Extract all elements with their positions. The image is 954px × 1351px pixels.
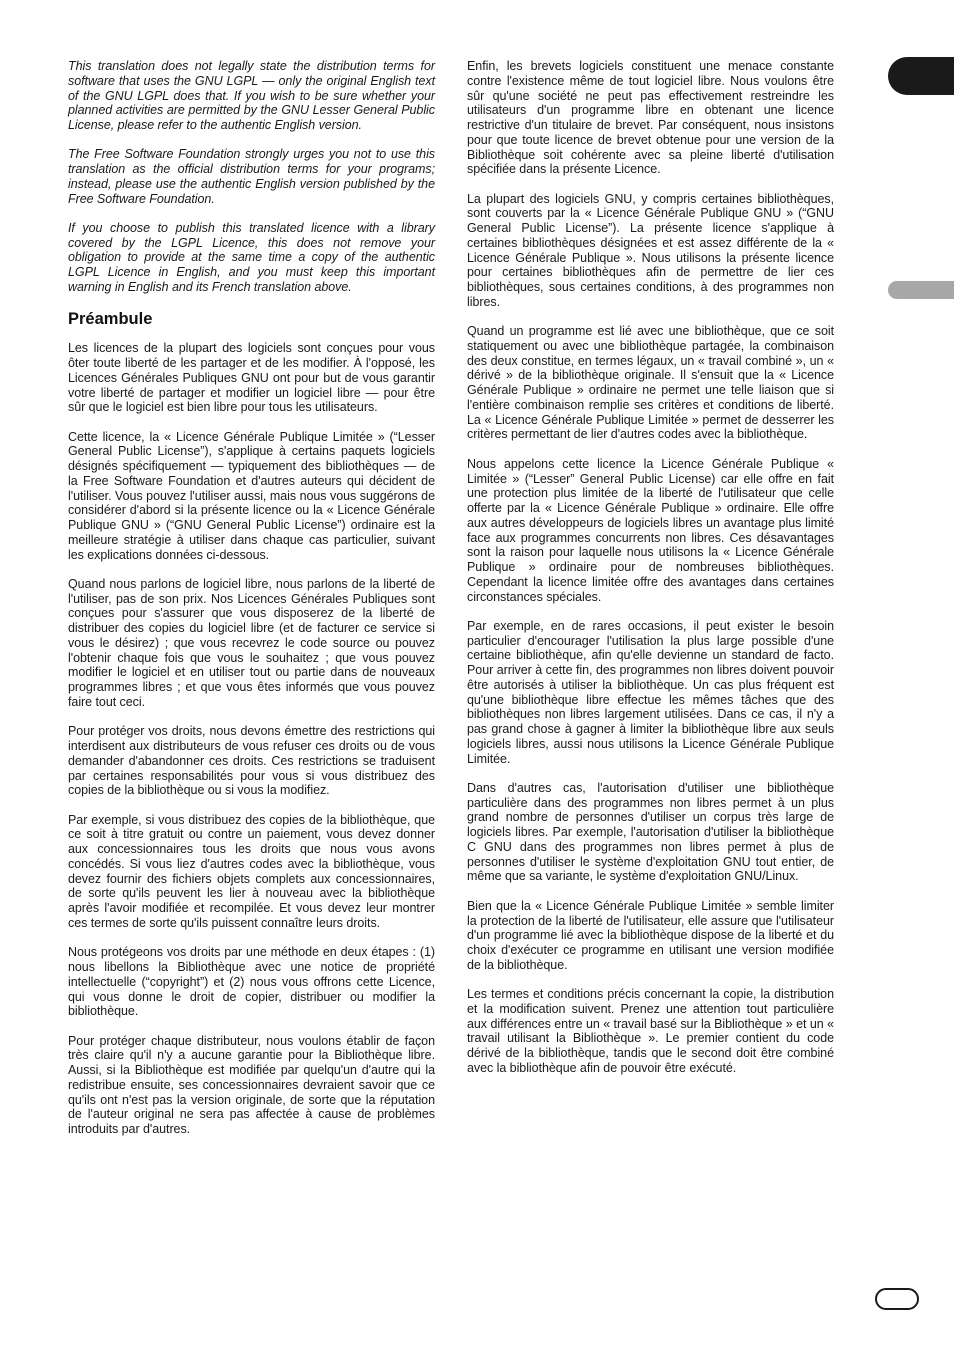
paragraph: Pour protéger chaque distributeur, nous voulons établir de façon très claire qu'il n'y a aucune garantie pour la Bibliothèque libre. Aussi, si la Bibliothèque est modifiée par quelqu'un d'autre qui la redistribue ensuite, ses concessionnaires devraient savoir que ce qu'ils ont n'est pas la version originale, de sorte que la réputation de l'auteur original ne sera pas affectée à cause de problèmes introduits par d'autres.: [68, 1033, 435, 1137]
section-heading: Préambule: [68, 310, 153, 329]
paragraph: Les licences de la plupart des logiciels sont conçues pour vous ôter toute liberté de les partager et de les modifier. À l'opposé, les Licences Générales Publiques GNU ont pour but de vous garantir votre liberté de partager et modifier un logiciel libre — pour être sûr que le logiciel est bien libre pour tous les utilisateurs.: [68, 341, 435, 415]
paragraph: Nous appelons cette licence la Licence Générale Publique « Limitée » (“Lesser” General Public License) car elle offre en fait une protection plus limitée de la liberté de l'utilisateur que celle offerte par la « Licence Générale Publique » ordinaire. Elle offre aux autres développeurs de logiciels libres un avantage plus limité face aux programmes concurrents non libres. Ces désavantages sont la raison pour laquelle nous utilisons la « Licence Générale Publique » ordinaire pour de nombreuses bibliothèques. Cependant la licence limitée offre des avantages dans certaines circonstances spéciales.: [467, 456, 834, 604]
paragraph: Enfin, les brevets logiciels constituent une menace constante contre l'existence même de tout logiciel libre. Nous voulons être sûr qu'une société ne peut pas effectivement restreindre les utilisateurs d'un programme libre en obtenant une licence restrictive d'un titulaire de brevet. Par conséquent, nous insistons pour que toute licence de brevet obtenue pour une version de la Bibliothèque soit cohérente avec sa pleine liberté d'utilisation spécifiée dans la présente Licence.: [467, 59, 834, 177]
english-notice-3: If you choose to publish this translated licence with a library covered by the LGPL Licence, this does not remove your obligation to provide at the same time a copy of the authentic LGPL Licence in English, and you must keep this important warning in English and its French translation above.: [68, 220, 435, 294]
section-tab-marker: [888, 57, 954, 95]
english-notice-2: The Free Software Foundation strongly urges you not to use this translation as the official distribution terms for your programs; instead, please use the authentic English version published by the Free Software Foundation.: [68, 147, 435, 206]
english-notice-1: This translation does not legally state the distribution terms for software that uses the GNU LGPL — only the original English text of the GNU LGPL does that. If you wish to be sure whether your planned activities are permitted by the GNU Lesser General Public License, please refer to the authentic English version.: [68, 59, 435, 132]
paragraph: Cette licence, la « Licence Générale Publique Limitée » (“Lesser General Public License”), s'applique à certains paquets logiciels désignés spécifiquement — typiquement des bibliothèques — de la Free Software Foundation et d'autres auteurs qui décident de l'utiliser. Vous pouvez l'utiliser aussi, mais nous vous suggérons de considérer d'abord si la présente licence ou la « Licence Générale Publique GNU » (“GNU General Public License”) ordinaire est la meilleure stratégie à utiliser dans chaque cas particulier, suivant les explications données ci-dessous.: [68, 429, 435, 562]
page-number-oval: [875, 1288, 919, 1310]
paragraph: Dans d'autres cas, l'autorisation d'utiliser une bibliothèque particulière dans des programmes non libres permet à un plus grand nombre de personnes d'utiliser un corpus très large de logiciels libres. Par exemple, l'autorisation d'utiliser la bibliothèque C GNU dans des programmes non libres permet à plus de personnes d'utiliser le système d'exploitation GNU tout entier, de même que sa variante, le système d'exploitation GNU/Linux.: [467, 780, 834, 884]
left-column: [68, 59, 435, 1151]
paragraph: Quand nous parlons de logiciel libre, nous parlons de la liberté de l'utiliser, pas de son prix. Nos Licences Générales Publiques sont conçues pour s'assurer que vous disposerez de la liberté de distribuer des copies du logiciel libre (et de facturer ce service si vous le désirez) ; que vous recevrez le code source ou pouvez l'obtenir chaque fois que vous le souhaitez ; que vous pouvez modifier le logiciel et en utiliser tout ou partie dans de nouveaux programmes libres ; et que vous êtes informés que vous pouvez faire tout ceci.: [68, 576, 435, 709]
paragraph: Par exemple, si vous distribuez des copies de la bibliothèque, que ce soit à titre gratuit ou contre un paiement, vous devez donner aux concessionnaires tous les droits que nous vous avons concédés. Si vous liez d'autres codes avec la bibliothèque, vous devez fournir des fichiers objets complets aux concessionnaires, de sorte qu'ils peuvent les lier à nouveau avec la bibliothèque après l'avoir modifiée et recompilée. Et vous devez leur montrer ces termes de sorte qu'ils puissent connaître leurs droits.: [68, 812, 435, 930]
paragraph: Nous protégeons vos droits par une méthode en deux étapes : (1) nous libellons la Bibliothèque avec une notice de propriété intellectuelle (“copyright”) et (2) nous vous offrons cette Licence, qui vous donne le droit de copier, distribuer ou modifier la bibliothèque.: [68, 945, 435, 1019]
paragraph: Bien que la « Licence Générale Publique Limitée » semble limiter la protection de la liberté de l'utilisateur, elle assure que l'utilisateur d'un programme lié avec la bibliothèque dispose de la liberté et du choix d'exécuter ce programme en utilisant une version modifiée de la bibliothèque.: [467, 898, 834, 972]
language-tab-marker: [888, 281, 954, 299]
paragraph: Pour protéger vos droits, nous devons émettre des restrictions qui interdisent aux distributeurs de vous refuser ces droits ou de vous demander d'abandonner ces droits. Ces restrictions se traduisent par certaines responsabilités pour vous si vous distribuez des copies de la bibliothèque ou si vous la modifiez.: [68, 724, 435, 798]
right-column: [467, 59, 834, 1090]
paragraph: Par exemple, en de rares occasions, il peut exister le besoin particulier d'encourager l'utilisation la plus large possible d'une certaine bibliothèque, afin qu'elle devienne un standard de facto. Pour arriver à cette fin, des programmes non libres doivent pouvoir être autorisés à utiliser la bibliothèque. Un cas plus fréquent est qu'une bibliothèque libre effectue les mêmes tâches que des bibliothèques non libres largement utilisées. Dans ce cas, il n'y a pas grand chose à gagner à limiter la bibliothèque libre aux seuls logiciels libres, aussi nous utilisons la Licence Générale Publique Limitée.: [467, 618, 834, 766]
paragraph: Les termes et conditions précis concernant la copie, la distribution et la modification suivent. Prenez une attention tout particulière aux différences entre un « travail basé sur la Bibliothèque » et un « travail utilisant la Bibliothèque ». Le premier contient du code dérivé de la bibliothèque, tandis que le second doit être combiné avec la bibliothèque afin de pouvoir être exécuté.: [467, 987, 834, 1075]
paragraph: Quand un programme est lié avec une bibliothèque, que ce soit statiquement ou avec une bibliothèque partagée, la combinaison des deux constitue, en termes légaux, un « travail combiné », un « dérivé » de la bibliothèque originale. Il s'ensuit que la « Licence Générale Publique » ordinaire ne permet une telle liaison que si l'entière combinaison remplie ses critères et conditions de liberté. La « Licence Générale Publique Limitée » permet de desserrer les critères permettant de lier d'autres codes avec la bibliothèque.: [467, 324, 834, 442]
paragraph: La plupart des logiciels GNU, y compris certaines bibliothèques, sont couverts par la « Licence Générale Publique GNU » (“GNU General Public License”). La présente licence s'applique à certaines bibliothèques désignées et est assez différente de la « Licence Générale Publique ». Nous utilisons la présente licence pour certaines bibliothèques afin de permettre de lier ces bibliothèques, sous certaines conditions, à des programmes non libres.: [467, 191, 834, 309]
